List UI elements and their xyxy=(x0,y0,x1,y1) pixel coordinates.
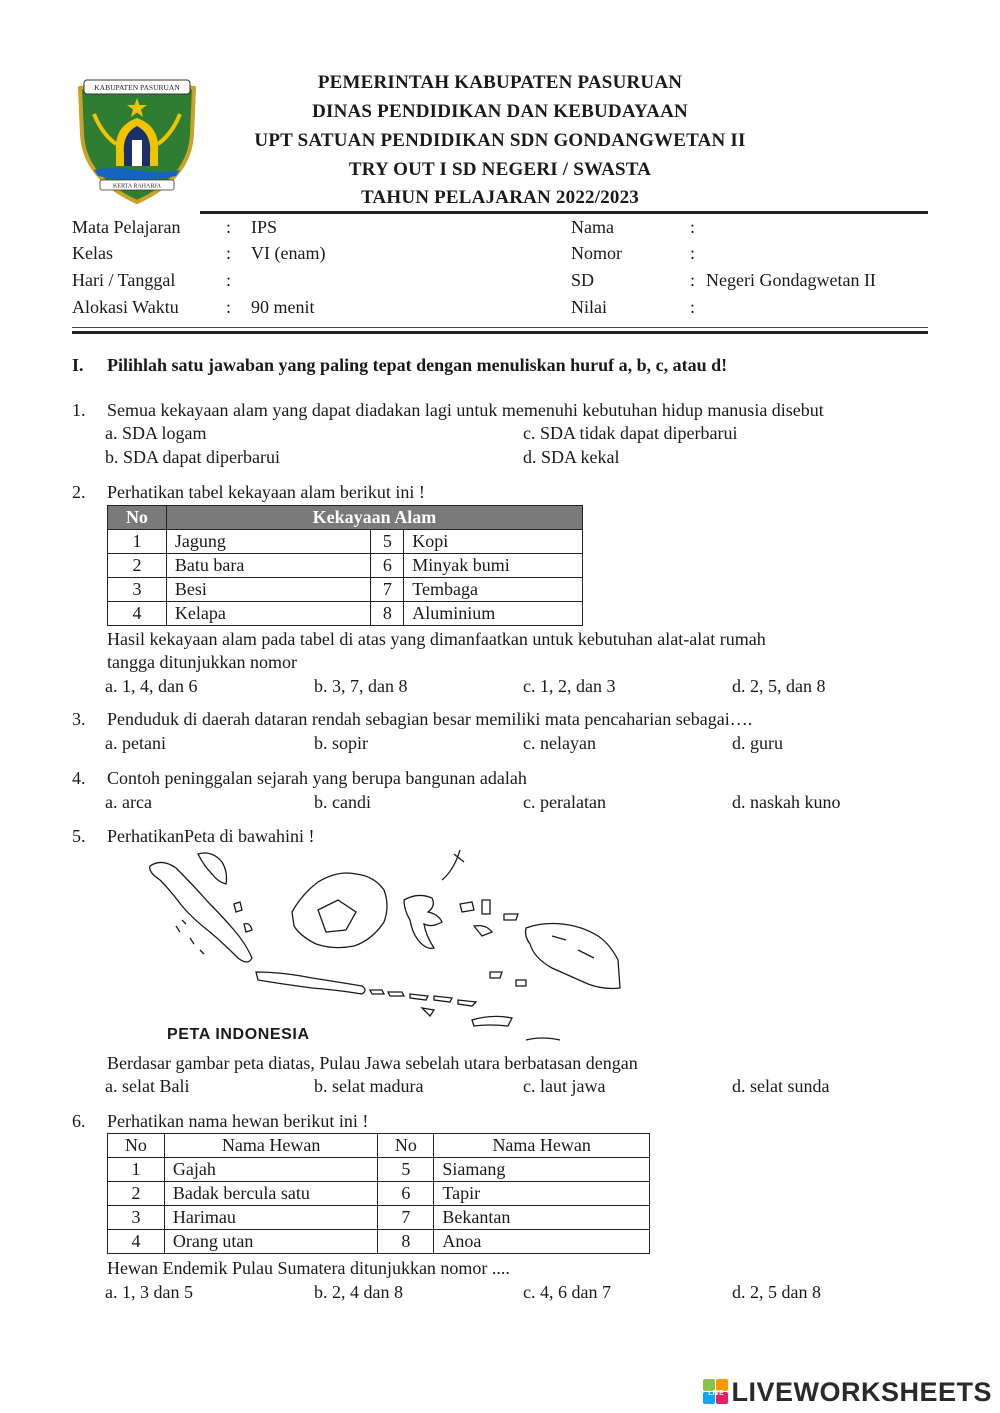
liveworksheets-watermark xyxy=(703,1375,992,1409)
table-cell: Jagung xyxy=(166,530,371,554)
table-cell: Tembaga xyxy=(404,578,583,602)
info-value-school: Negeri Gondagwetan II xyxy=(706,270,876,290)
option-c: c. laut jawa xyxy=(523,1076,606,1096)
option-c: c. 4, 6 dan 7 xyxy=(523,1282,611,1302)
table-row xyxy=(108,1182,650,1206)
endemic-animals-table xyxy=(107,1133,650,1254)
question-number: 2. xyxy=(72,482,86,502)
question-number: 3. xyxy=(72,709,86,729)
info-value-duration: 90 menit xyxy=(251,297,315,317)
table-cell: Minyak bumi xyxy=(404,554,583,578)
table-cell: 8 xyxy=(378,1230,434,1254)
question-number: 4. xyxy=(72,768,86,788)
info-sep: : xyxy=(226,243,232,263)
question-followup: Hewan Endemik Pulau Sumatera ditunjukkan nomor .... xyxy=(107,1258,510,1278)
table-cell: Gajah xyxy=(164,1158,378,1182)
table-cell: 2 xyxy=(108,554,167,578)
table-row xyxy=(108,530,583,554)
table-row xyxy=(108,578,583,602)
table-cell: 1 xyxy=(108,530,167,554)
table-header-cell: Nama Hewan xyxy=(434,1134,650,1158)
table-cell: 7 xyxy=(378,1206,434,1230)
table-cell: 3 xyxy=(108,578,167,602)
info-label-name: Nama xyxy=(571,217,614,237)
table-cell: Orang utan xyxy=(164,1230,378,1254)
option-b: b. 2, 4 dan 8 xyxy=(314,1282,403,1302)
map-label: PETA INDONESIA xyxy=(167,1026,310,1043)
info-sep: : xyxy=(690,217,696,237)
option-b: b. sopir xyxy=(314,733,368,753)
natural-resources-table xyxy=(107,505,583,626)
logo-banner-text: KABUPATEN PASURUAN xyxy=(94,83,180,92)
table-cell: 5 xyxy=(371,530,404,554)
info-label-number: Nomor xyxy=(571,243,622,263)
table-header-row xyxy=(108,1134,650,1158)
option-d: d. guru xyxy=(732,733,783,753)
question-text: Penduduk di daerah dataran rendah sebagian besar memiliki mata pencaharian sebagai…. xyxy=(107,709,753,729)
option-a: a. SDA logam xyxy=(105,423,207,443)
table-cell: Harimau xyxy=(164,1206,378,1230)
option-d: d. selat sunda xyxy=(732,1076,830,1096)
table-cell: 4 xyxy=(108,602,167,626)
info-label-duration: Alokasi Waktu xyxy=(72,297,179,317)
section-numeral: I. xyxy=(72,355,84,375)
question-text: Perhatikan nama hewan berikut ini ! xyxy=(107,1111,369,1131)
option-d: d. naskah kuno xyxy=(732,792,841,812)
table-header-cell: No xyxy=(108,1134,165,1158)
table-cell: 8 xyxy=(371,602,404,626)
info-sep: : xyxy=(690,297,696,317)
header-line-school: UPT SATUAN PENDIDIKAN SDN GONDANGWETAN II xyxy=(254,130,746,151)
indonesia-map xyxy=(142,840,632,1052)
table-header-cell: Nama Hewan xyxy=(164,1134,378,1158)
table-cell: Kopi xyxy=(404,530,583,554)
table-cell: 5 xyxy=(378,1158,434,1182)
question-number: 1. xyxy=(72,400,86,420)
option-d: d. 2, 5, dan 8 xyxy=(732,676,826,696)
table-cell: 3 xyxy=(108,1206,165,1230)
table-cell: Kelapa xyxy=(166,602,371,626)
identity-divider-thin xyxy=(72,327,928,328)
table-cell: Badak bercula satu xyxy=(164,1182,378,1206)
info-sep: : xyxy=(226,217,232,237)
info-sep: : xyxy=(690,243,696,263)
option-a: a. arca xyxy=(105,792,152,812)
table-cell: 6 xyxy=(371,554,404,578)
option-a: a. 1, 3 dan 5 xyxy=(105,1282,193,1302)
option-d: d. SDA kekal xyxy=(523,447,620,467)
identity-divider-thick xyxy=(72,331,928,334)
table-row xyxy=(108,554,583,578)
info-label-subject: Mata Pelajaran xyxy=(72,217,181,237)
info-label-class: Kelas xyxy=(72,243,113,263)
table-cell: Siamang xyxy=(434,1158,650,1182)
watermark-text: LIVEWORKSHEETS xyxy=(731,1376,992,1407)
table-cell: Batu bara xyxy=(166,554,371,578)
table-row xyxy=(108,602,583,626)
question-number: 5. xyxy=(72,826,86,846)
section-instruction-text: Pilihlah satu jawaban yang paling tepat dengan menuliskan huruf a, b, c, atau d! xyxy=(107,355,728,375)
table-header-row xyxy=(108,506,583,530)
question-text: Semua kekayaan alam yang dapat diadakan lagi untuk memenuhi kebutuhan hidup manusia disebut xyxy=(107,400,824,420)
question-text: Perhatikan tabel kekayaan alam berikut ini ! xyxy=(107,482,425,502)
question-text: PerhatikanPeta di bawahini ! xyxy=(107,826,315,846)
header-line-year: TAHUN PELAJARAN 2022/2023 xyxy=(360,187,640,208)
info-sep: : xyxy=(226,297,232,317)
option-a: a. petani xyxy=(105,733,166,753)
info-value-subject: IPS xyxy=(251,217,278,237)
option-c: c. nelayan xyxy=(523,733,596,753)
question-number: 6. xyxy=(72,1111,86,1131)
option-b: b. candi xyxy=(314,792,371,812)
kabupaten-pasuruan-emblem xyxy=(72,74,202,206)
info-sep: : xyxy=(690,270,696,290)
table-cell: 6 xyxy=(378,1182,434,1206)
info-label-date: Hari / Tanggal xyxy=(72,270,176,290)
table-cell: 4 xyxy=(108,1230,165,1254)
question-followup: tangga ditunjukkan nomor xyxy=(107,652,297,672)
table-row xyxy=(108,1158,650,1182)
question-text: Contoh peninggalan sejarah yang berupa bangunan adalah xyxy=(107,768,527,788)
option-c: c. peralatan xyxy=(523,792,606,812)
question-followup: Berdasar gambar peta diatas, Pulau Jawa sebelah utara berbatasan dengan xyxy=(107,1053,638,1073)
option-d: d. 2, 5 dan 8 xyxy=(732,1282,821,1302)
table-cell: Aluminium xyxy=(404,602,583,626)
header-divider xyxy=(200,211,928,214)
logo-badge-text: LIVE xyxy=(708,1390,725,1397)
info-label-score: Nilai xyxy=(571,297,607,317)
table-cell: Bekantan xyxy=(434,1206,650,1230)
table-cell: 2 xyxy=(108,1182,165,1206)
table-row xyxy=(108,1230,650,1254)
option-b: b. SDA dapat diperbarui xyxy=(105,447,280,467)
header-line-agency: DINAS PENDIDIKAN DAN KEBUDAYAAN xyxy=(312,101,688,122)
section-instruction xyxy=(72,355,728,376)
table-header-cell: Kekayaan Alam xyxy=(166,506,582,530)
question-followup: Hasil kekayaan alam pada tabel di atas yang dimanfaatkan untuk kebutuhan alat-alat rumah xyxy=(107,629,766,649)
header-line-exam: TRY OUT I SD NEGERI / SWASTA xyxy=(348,159,652,180)
liveworksheets-logo-icon xyxy=(703,1379,729,1405)
option-a: a. 1, 4, dan 6 xyxy=(105,676,198,696)
option-b: b. selat madura xyxy=(314,1076,424,1096)
table-header-cell: No xyxy=(108,506,167,530)
table-cell: 1 xyxy=(108,1158,165,1182)
table-cell: 7 xyxy=(371,578,404,602)
table-cell: Besi xyxy=(166,578,371,602)
option-b: b. 3, 7, dan 8 xyxy=(314,676,408,696)
option-a: a. selat Bali xyxy=(105,1076,190,1096)
option-c: c. 1, 2, dan 3 xyxy=(523,676,616,696)
table-cell: Anoa xyxy=(434,1230,650,1254)
logo-motto-text: KERTA RAHARJA xyxy=(113,183,161,190)
option-c: c. SDA tidak dapat diperbarui xyxy=(523,423,738,443)
info-sep: : xyxy=(226,270,232,290)
header-line-government: PEMERINTAH KABUPATEN PASURUAN xyxy=(317,72,683,93)
table-row xyxy=(108,1206,650,1230)
info-value-class: VI (enam) xyxy=(251,243,326,263)
table-header-cell: No xyxy=(378,1134,434,1158)
info-label-school: SD xyxy=(571,270,595,290)
table-cell: Tapir xyxy=(434,1182,650,1206)
